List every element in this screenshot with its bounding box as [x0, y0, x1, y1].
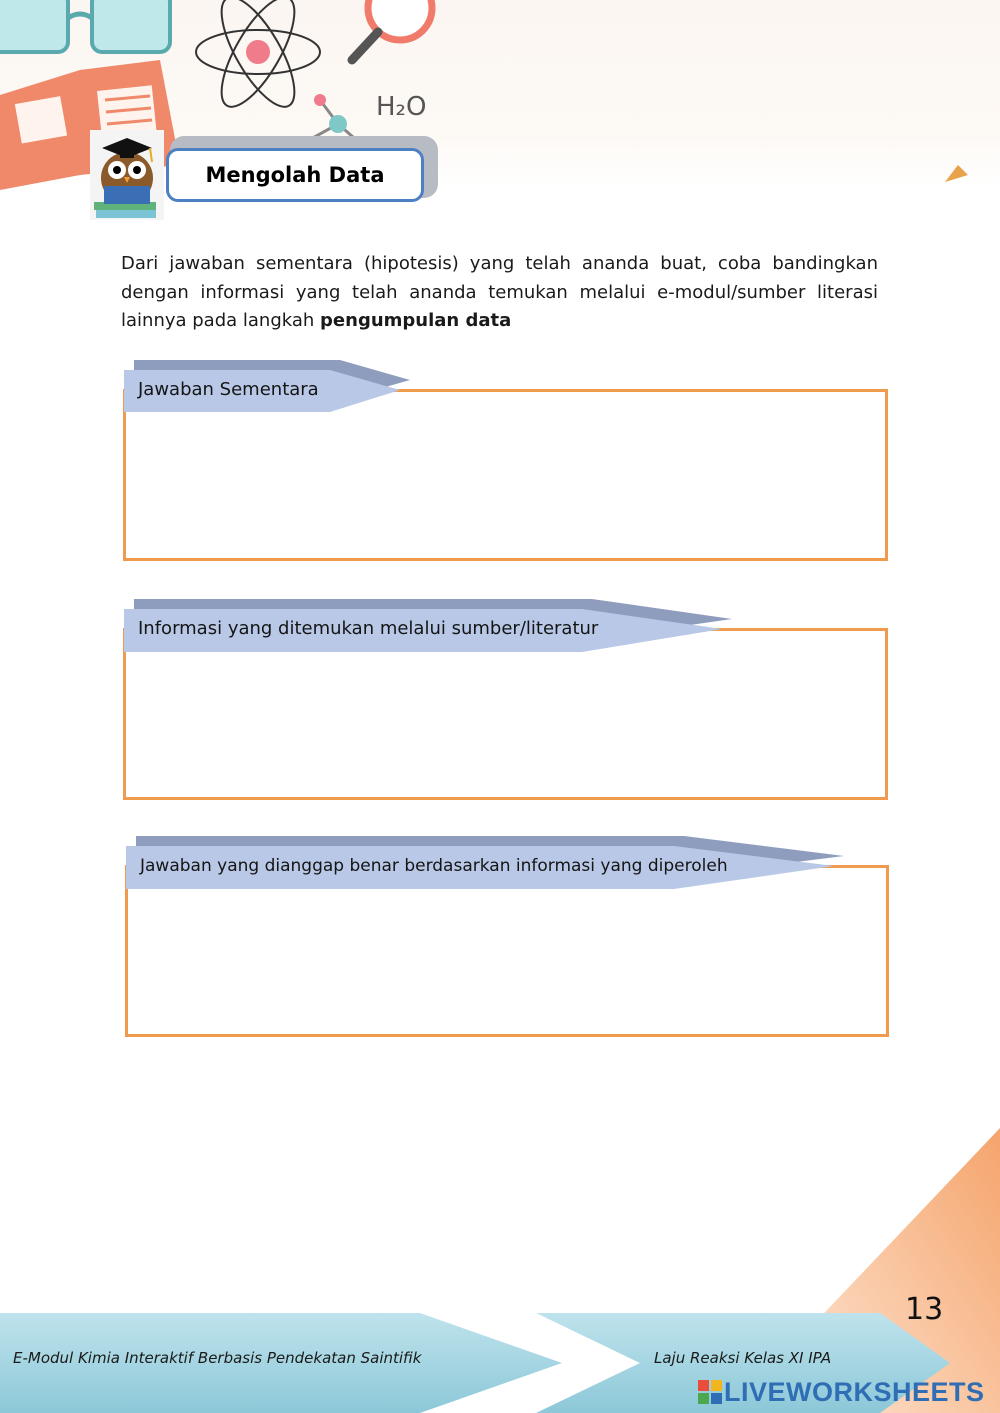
footer-topic-title: Laju Reaksi Kelas XI IPA: [654, 1349, 832, 1367]
answer-box-hypothesis[interactable]: [123, 389, 888, 561]
owl-reading-icon: [90, 130, 164, 220]
instruction-text: Dari jawaban sementara (hipotesis) yang telah ananda buat, coba bandingkan dengan informasi yang telah ananda temukan melalui e-modul/sumber literasi lainnya pada langkah: [121, 253, 878, 331]
magnifier-icon: [352, 0, 432, 60]
liveworksheets-icon: [698, 1380, 722, 1404]
pencil-icon: [945, 165, 968, 182]
goggles-icon: [0, 0, 170, 52]
section-header: [90, 130, 440, 220]
box-label-literature-info: Informasi yang ditemukan melalui sumber/literatur: [138, 618, 599, 639]
instruction-paragraph: [121, 250, 878, 336]
h2o-label: H₂O: [376, 92, 427, 122]
atom-icon: [196, 0, 320, 117]
page-number: 13: [905, 1292, 944, 1327]
box-label-correct-answer: Jawaban yang dianggap benar berdasarkan informasi yang diperoleh: [140, 856, 728, 876]
brand-name: LIVEWORKSHEETS: [724, 1376, 985, 1407]
section-title-box: [166, 148, 424, 202]
footer-module-title: E-Modul Kimia Interaktif Berbasis Pendekatan Saintifik: [13, 1349, 422, 1367]
liveworksheets-logo[interactable]: [698, 1377, 985, 1407]
instruction-bold-text: pengumpulan data: [320, 310, 512, 331]
box-label-hypothesis: Jawaban Sementara: [138, 379, 319, 400]
section-title: Mengolah Data: [205, 163, 385, 187]
